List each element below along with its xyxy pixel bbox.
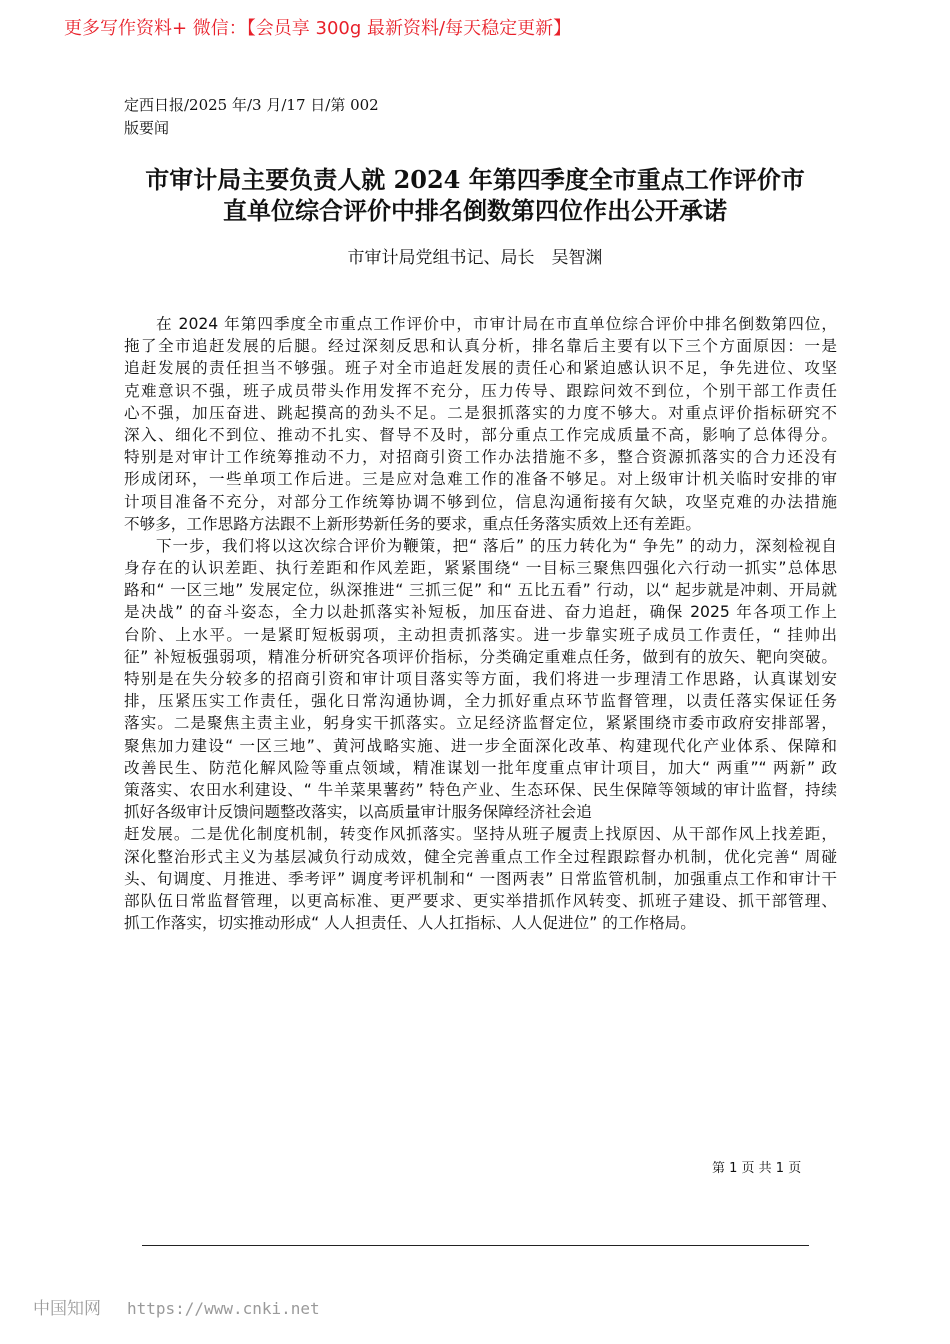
article-title: 市审计局主要负责人就 2024 年第四季度全市重点工作评价市 [145,165,805,194]
cnki-watermark [33,1294,320,1319]
paragraph-line: 赶发展。二是优化制度机制，转变作风抓落实。坚持从班子履责上找原因、从干部作风上找差距， [124,825,837,844]
page-number: 第 1 页 共 1 页 [712,1161,802,1176]
paragraph-line: 拖了全市追赶发展的后腿。经过深刻反思和认真分析，排名靠后主要有以下三个方面原因：一是 [124,337,837,356]
article-title-cont: 直单位综合评价中排名倒数第四位作出公开承诺 [223,196,727,225]
watermark-url: https://www.cnki.net [127,1299,320,1318]
paragraph-line: 抓好各级审计反馈问题整改落实，以高质量审计服务保障经济社会追 [124,803,592,822]
promo-banner: 更多写作资料+ 微信：【会员享 300g 最新资料/每天稳定更新】 [64,18,572,39]
article-body [124,313,837,934]
paragraph-line: 抓工作落实，切实推动形成“ 人人担责任、人人扛指标、人人促进位” 的工作格局。 [124,914,696,933]
paragraph-line: 头、旬调度、月推进、季考评” 调度考评机制和“ 一图两表” 日常监管机制，加强重点工作和审计干 [124,869,837,888]
paragraph-line: 形成闭环，一些单项工作后进。三是应对急难工作的准备不够足。对上级审计机关临时安排的审 [124,470,837,489]
paragraph-line: 聚焦加力建设“ 一区三地”、黄河战略实施、进一步全面深化改革、构建现代化产业体系、保障和 [124,736,837,755]
paragraph-line: 身存在的认识差距、执行差距和作风差距，紧紧围绕“ 一目标三聚焦四强化六行动一抓实”总体思 [124,559,837,578]
author-line: 市审计局党组书记、局长 吴智渊 [347,248,603,268]
source-info: 定西日报/2025 年/3 月/17 日/第 002 [124,96,379,114]
paragraph-line: 是决战” 的奋斗姿态，全力以赴抓落实补短板，加压奋进、奋力追赶，确保 2025 年各项工作上 [124,603,837,622]
paragraph-line: 特别是对审计工作统筹推动不力，对招商引资工作办法措施不多，整合资源抓落实的合力还没有 [124,448,837,467]
paragraph-line: 追赶发展的责任担当不够强。班子对全市追赶发展的责任心和紧迫感认识不足，争先进位、攻坚 [124,359,837,378]
paragraph-line: 路和“ 一区三地” 发展定位，纵深推进“ 三抓三促” 和“ 五比五看” 行动，以“ 起步就是冲刺、开局就 [124,581,837,600]
paragraph-line: 深化整治形式主义为基层减负行动成效，健全完善重点工作全过程跟踪督办机制，优化完善“ 周碰 [124,847,837,866]
paragraph-line: 落实。二是聚焦主责主业，躬身实干抓落实。立足经济监督定位，紧紧围绕市委市政府安排部署， [124,714,837,733]
watermark-name: 中国知网 [33,1299,101,1319]
source-info-cont: 版要闻 [124,119,170,137]
paragraph-line: 改善民生、防范化解风险等重点领域，精准谋划一批年度重点审计项目，加大“ 两重”“ 两新” 政 [124,758,837,777]
paragraph-line: 征” 补短板强弱项，精准分析研究各项评价指标，分类确定重难点任务，做到有的放矢、靶向突破。 [124,647,837,666]
paragraph-line: 计项目准备不充分，对部分工作统筹协调不够到位，信息沟通衔接有欠缺，攻坚克难的办法措施 [124,492,837,511]
paragraph-line: 克难意识不强，班子成员带头作用发挥不充分，压力传导、跟踪问效不到位，个别干部工作责任 [124,381,837,400]
paragraph-line: 不够多，工作思路方法跟不上新形势新任务的要求，重点任务落实质效上还有差距。 [124,514,701,533]
paragraph-line: 深入、细化不到位、推动不扎实、督导不及时，部分重点工作完成质量不高，影响了总体得分。 [124,425,837,444]
paragraph-line: 在 2024 年第四季度全市重点工作评价中，市审计局在市直单位综合评价中排名倒数第四位， [156,315,837,333]
paragraph-line: 策落实、农田水利建设、“ 牛羊菜果薯药” 特色产业、生态环保、民生保障等领域的审计监督，持续 [124,780,837,799]
footer-divider [142,1245,809,1246]
paragraph-line: 下一步，我们将以这次综合评价为鞭策，把“ 落后” 的压力转化为“ 争先” 的动力，深刻检视自 [156,536,837,555]
paragraph-line: 排，压紧压实工作责任，强化日常沟通协调，全力抓好重点环节监督管理，以责任落实保证任务 [124,692,837,711]
paragraph-line: 特别是在失分较多的招商引资和审计项目落实等方面，我们将进一步理清工作思路，认真谋划安 [124,670,837,688]
paragraph-line: 心不强，加压奋进、跳起摸高的劲头不足。二是狠抓落实的力度不够大。对重点评价指标研究不 [124,403,837,422]
paragraph-line: 台阶、上水平。一是紧盯短板弱项，主动担责抓落实。进一步靠实班子成员工作责任，“ 挂帅出 [124,625,837,644]
paragraph-line: 部队伍日常监督管理，以更高标准、更严要求、更实举措抓作风转变、抓班子建设、抓干部管理、 [124,891,837,910]
